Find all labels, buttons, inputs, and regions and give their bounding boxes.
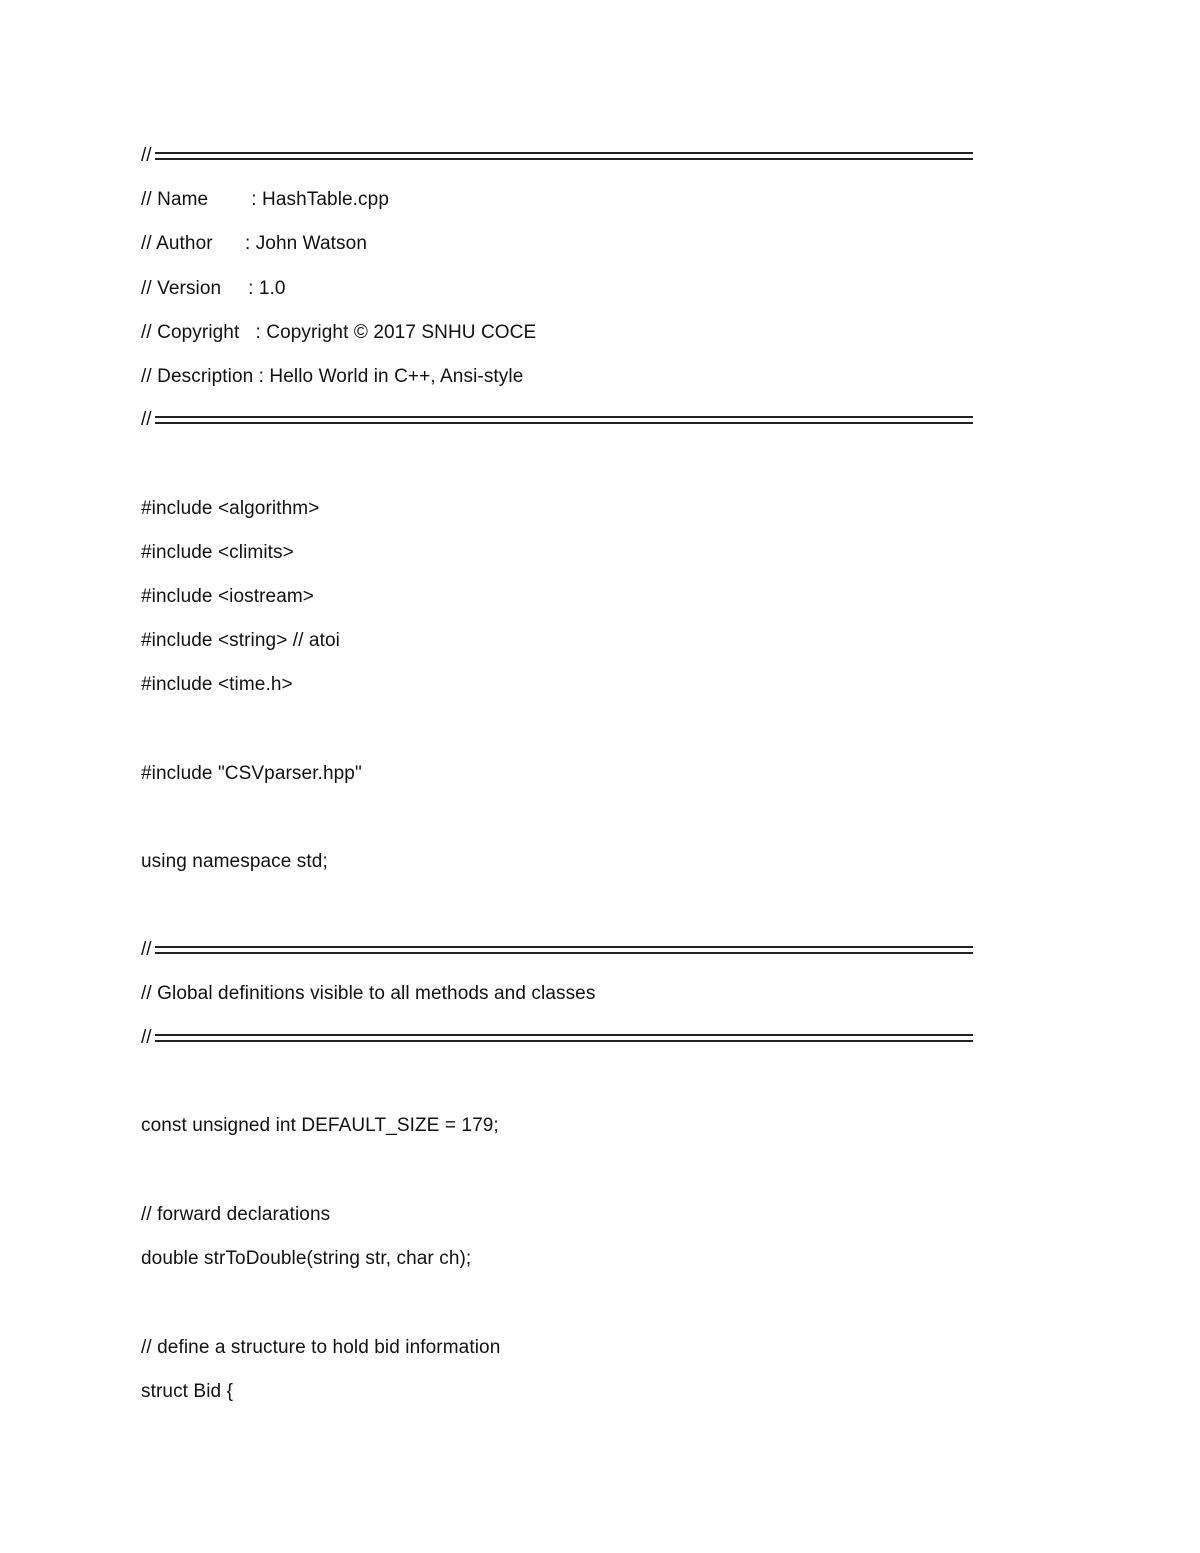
include-line: #include <climits> — [141, 542, 294, 563]
equals-rule — [155, 152, 973, 160]
separator-line — [141, 408, 973, 432]
header-description-line: // Description : Hello World in C++, Ansi-style — [141, 366, 524, 387]
struct-declaration-line: struct Bid { — [141, 1381, 234, 1402]
include-line: #include <iostream> — [141, 586, 315, 607]
header-author-line: // Author : John Watson — [141, 233, 367, 254]
include-line: #include "CSVparser.hpp" — [141, 763, 362, 784]
include-line: #include <algorithm> — [141, 498, 320, 519]
using-namespace-line: using namespace std; — [141, 851, 328, 872]
equals-rule — [155, 946, 973, 954]
include-line: #include <time.h> — [141, 674, 293, 695]
equals-rule — [155, 416, 973, 424]
separator-line — [141, 1026, 973, 1050]
separator-line — [141, 144, 973, 168]
header-copyright-line: // Copyright : Copyright © 2017 SNHU COCE — [141, 322, 537, 343]
header-version-line: // Version : 1.0 — [141, 278, 286, 299]
header-name-line: // Name : HashTable.cpp — [141, 189, 389, 210]
comment-prefix: // — [141, 409, 152, 430]
comment-prefix: // — [141, 1027, 152, 1048]
equals-rule — [155, 1034, 973, 1042]
comment-prefix: // — [141, 939, 152, 960]
separator-line — [141, 938, 973, 962]
comment-line: // define a structure to hold bid information — [141, 1337, 501, 1358]
comment-line: // forward declarations — [141, 1204, 331, 1225]
function-declaration-line: double strToDouble(string str, char ch); — [141, 1248, 472, 1269]
comment-prefix: // — [141, 145, 152, 166]
const-declaration-line: const unsigned int DEFAULT_SIZE = 179; — [141, 1115, 499, 1136]
comment-line: // Global definitions visible to all methods and classes — [141, 983, 596, 1004]
include-line: #include <string> // atoi — [141, 630, 340, 651]
